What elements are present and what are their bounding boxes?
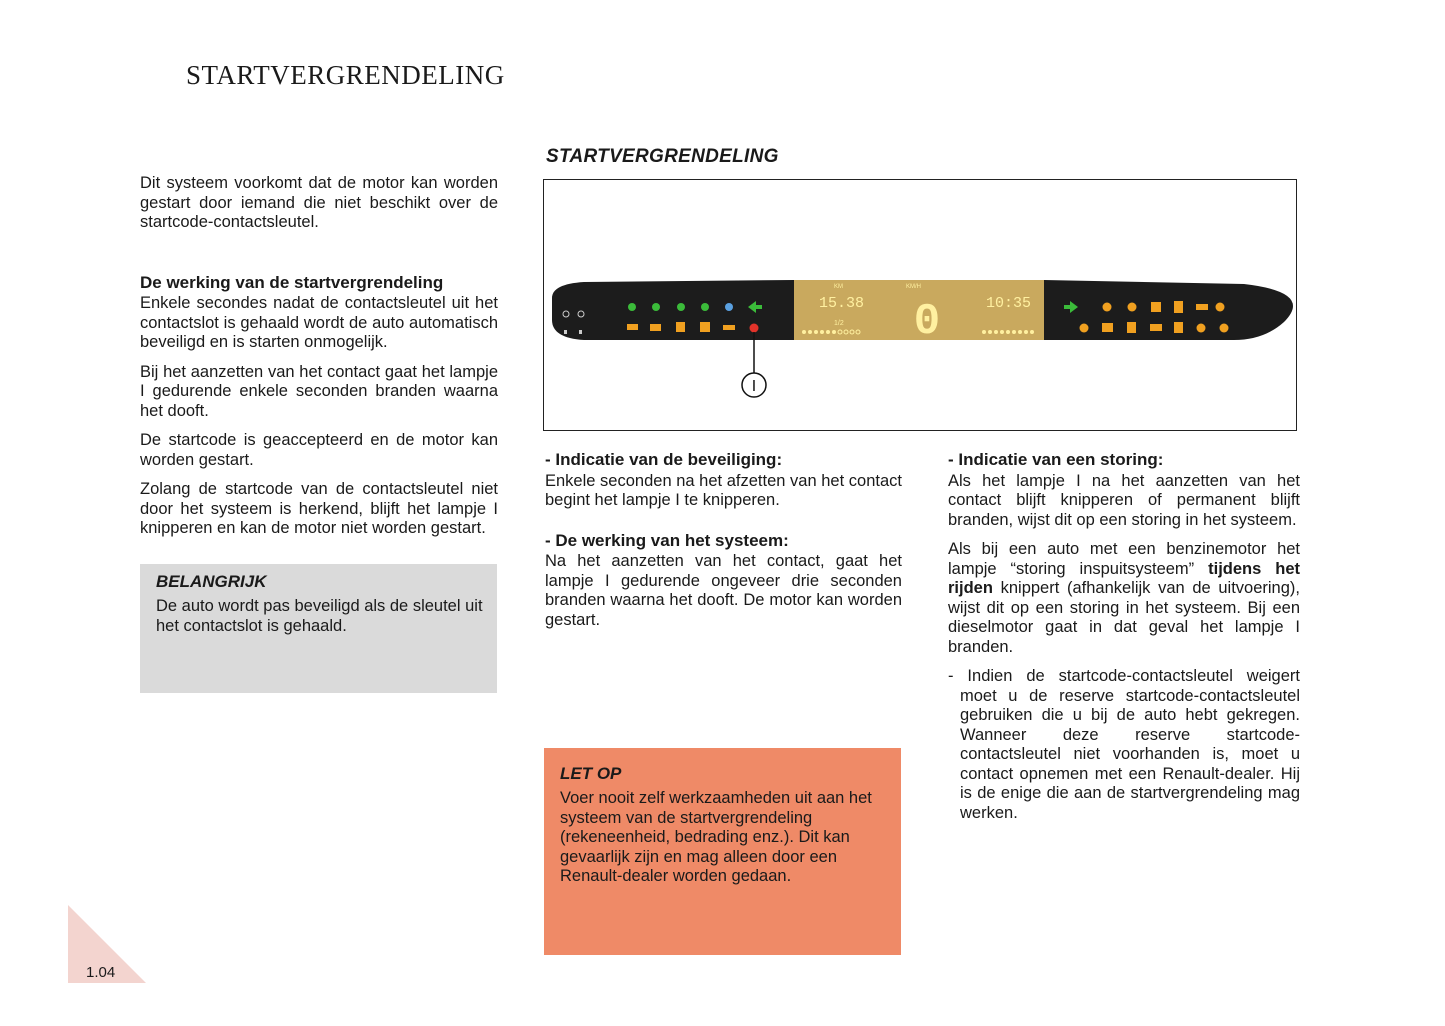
paragraph-3: De startcode is geaccepteerd en de motor kan worden gestart. [140,431,498,469]
airbag-icon [1174,301,1183,313]
clock-readout: 10:35 [986,295,1032,312]
tyre-icon [1150,324,1162,331]
petrol-engine-paragraph [948,540,1300,657]
engine-icon [1080,324,1089,333]
odometer-readout: 15.38 [819,295,865,312]
paragraph-1: Enkele secondes nadat de contactsleutel uit het contactslot is gehaald wordt de auto automatisch beveiligd en is starten onmogelijk. [140,294,498,351]
brake-icon [1103,303,1112,312]
unit-km-label: KM [834,284,843,290]
fog-light-icon [628,303,636,311]
seatbelt-icon [700,322,710,332]
unit-kmh-label: KM/H [906,284,921,290]
security-indication-text: Enkele seconden na het afzetten van het contact begint het lampje I te knipperen. [545,471,902,509]
door-icon [1196,304,1208,310]
fault-indication-text: Als het lampje I na het aanzetten van het contact blijft knipperen of permanent blijft branden, wijst dit op een storing in het systeem. [948,471,1300,529]
coolant-icon [1127,322,1136,333]
service-icon [1197,324,1206,333]
system-operation-heading: - De werking van het systeem: [545,530,789,550]
indicator-icon [579,330,582,334]
oil-pressure-icon [723,325,735,330]
sidelight-icon [677,303,685,311]
main-beam-icon [725,303,733,311]
figure-title: STARTVERGRENDELING [546,146,779,167]
rear-fog-icon [652,303,660,311]
figure-frame [543,179,1297,431]
passenger-airbag-icon [1174,322,1183,333]
dashboard-illustration [544,180,1298,432]
callout-label: I [751,378,757,395]
fuel-fraction-label: 1/2 [834,320,844,327]
battery-icon [650,324,661,331]
preheat-icon [1151,302,1161,312]
oil-temp-icon [627,324,638,330]
dipped-beam-icon [701,303,709,311]
petrol-text-b: knippert (afhankelijk van de uitvoering), wijst dit op een storing in het systeem. Bij een dieselmotor gaat in dat geval het lampje I branden. [948,579,1300,656]
petrol-text-a: Als bij een auto met een benzinemotor het lampje “storing inspuitsysteem” [948,540,1300,578]
indicator-icon [564,330,567,334]
temperature-gauge-dots [982,330,1034,334]
caution-notice [544,748,901,955]
paragraph-4: Zolang de startcode van de contactsleutel niet door het systeem is herkend, blijft het lampje I knipperen en kan de motor niet worden gestart. [140,480,498,537]
caution-title: LET OP [560,764,622,783]
brake-pad-icon [1216,303,1225,312]
page-number: 1.04 [86,964,116,981]
left-column [140,174,498,549]
right-column [948,450,1300,833]
security-indication-heading: - Indicatie van de beveiliging: [545,450,783,469]
abs-icon [1128,303,1137,312]
intro-paragraph: Dit systeem voorkomt dat de motor kan worden gestart door iemand die niet beschikt over de startcode-contactsleutel. [140,174,498,231]
important-text: De auto wordt pas beveiligd als de sleutel uit het contactslot is gehaald. [156,597,483,635]
speed-readout: 0 [913,297,941,347]
section-heading: De werking van de startvergrendeling [140,272,444,292]
fault-indication-heading: - Indicatie van een storing: [948,450,1164,469]
paragraph-2: Bij het aanzetten van het contact gaat het lampje I gedurende enkele seconden branden waarna het dooft. [140,362,498,420]
oil-level-icon [1220,324,1229,333]
petrol-text-bold: tijdens het rijden [948,559,1301,597]
page-title: STARTVERGRENDELING [186,60,505,90]
important-notice [140,564,497,693]
immobiliser-warning-lamp-icon [750,324,759,333]
important-title: BELANGRIJK [156,572,267,591]
fuel-icon [676,322,685,332]
system-operation-text: Na het aanzetten van het contact, gaat het lampje I gedurende ongeveer drie seconden branden waarna het dooft. De motor kan worden gestart. [545,552,902,629]
caution-text: Voer nooit zelf werkzaamheden uit aan het systeem van de startvergrendeling (rekeneenheid, bedrading enz.). Dit kan gevaarlijk zijn en mag alleen door een Renault-dealer worden gedaan. [560,789,872,885]
gearbox-icon [1102,323,1113,332]
spare-key-paragraph: - Indien de startcode-contactsleutel weigert moet u de reserve startcode-contactsleutel gebruiken die u bij de auto hebt gekregen. Wanneer deze reserve startcode-contactsleutel niet voorhanden is, moet u contact opnemen met een Renault-dealer. Hij is de enige die aan de startvergrendeling mag werken. [948,667,1300,822]
middle-column [545,450,902,640]
